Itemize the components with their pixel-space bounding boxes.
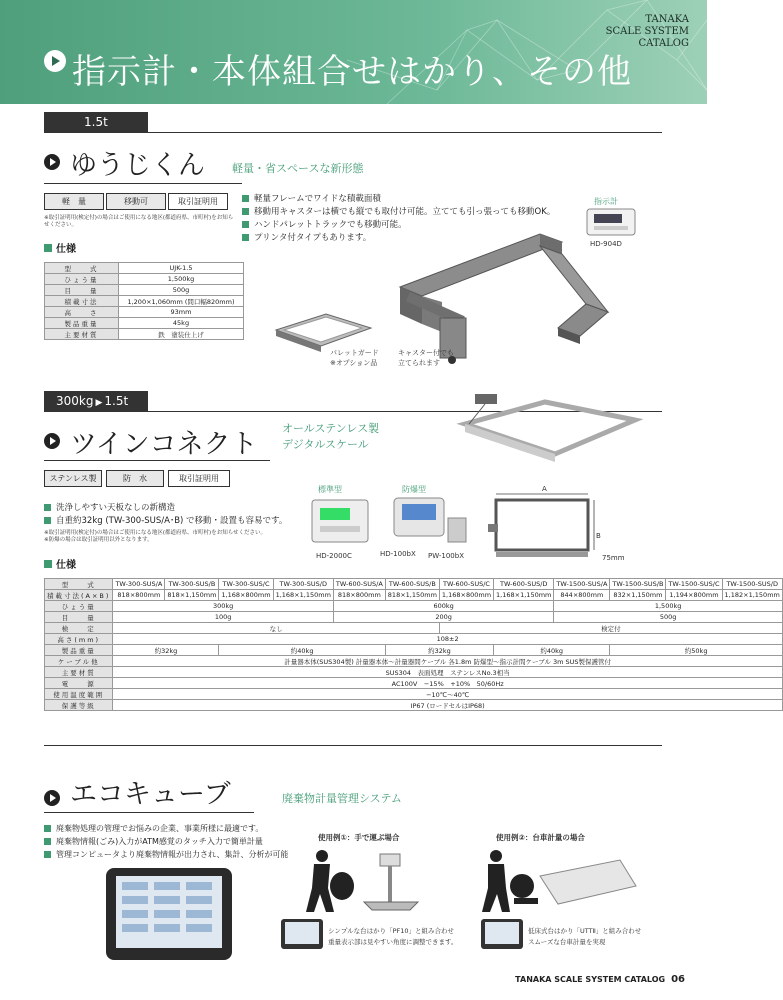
list-item: 管理コンピュータより廃棄物情報が出力され、集計、分析が可能 — [44, 848, 288, 861]
table-cell: 積載寸法(A×B) — [45, 590, 113, 601]
table-cell: 1,168×1,150mm — [273, 590, 333, 601]
section-divider — [44, 183, 242, 184]
section-divider — [44, 132, 662, 133]
table-cell: TW-1500-SUS/D — [722, 579, 782, 590]
dimension-height: 75mm — [602, 554, 625, 562]
product-subtitle-1: オールステンレス製 — [282, 422, 380, 435]
table-cell: TW-1500-SUS/B — [610, 579, 666, 590]
model-pw100bx: PW-100bX — [428, 552, 464, 560]
terminal-thumb-icon — [280, 918, 324, 950]
table-cell: 818×800mm — [333, 590, 385, 601]
section-divider — [44, 812, 254, 813]
model-hd100bx: HD-100bX — [380, 550, 416, 558]
spec-heading: 仕様 — [44, 240, 76, 255]
list-item: 廃棄物処理の管理でお悩みの企業、事業所様に最適です。 — [44, 822, 288, 835]
hand-carry-example-image — [300, 846, 440, 916]
table-row — [45, 263, 244, 274]
table-cell: IP67 (ロードセルはIP68) — [113, 700, 782, 711]
product-subtitle: 廃棄物計量管理システム — [282, 792, 402, 805]
table-cell: 1,200×1,060mm (間口幅820mm) — [119, 296, 244, 307]
table-cell: 約32kg — [385, 645, 493, 656]
brand-line-2: SCALE SYSTEM — [605, 26, 689, 37]
cart-weighing-example-image — [480, 846, 640, 916]
section-divider — [44, 745, 662, 746]
product-subtitle: 軽量・省スペースな新形態 — [232, 162, 364, 175]
brand-block — [606, 14, 689, 50]
table-cell: 約50kg — [610, 645, 782, 656]
table-cell: ケーブル他 — [45, 656, 113, 667]
bullet-play-icon — [44, 154, 60, 170]
example-2-description: 低床式台はかり「UTTⅡ」と組み合わせ スムーズな台車計量を実現 — [528, 927, 642, 946]
table-cell: TW-300-SUS/C — [219, 579, 273, 590]
table-row — [45, 700, 783, 711]
table-row — [45, 329, 244, 340]
feature-list — [44, 822, 288, 861]
table-row — [45, 645, 783, 656]
spec-table-twin-connect — [44, 578, 783, 711]
table-cell: なし — [113, 623, 439, 634]
table-row — [45, 634, 783, 645]
section-divider — [44, 460, 270, 461]
table-cell: 100g — [113, 612, 333, 623]
table-cell: 1,500kg — [119, 274, 244, 285]
page-number: 06 — [671, 974, 685, 985]
table-cell: UJK-1.5 — [119, 263, 244, 274]
spec-table-yuujikun — [44, 262, 244, 340]
play-icon — [44, 50, 66, 72]
list-item: 洗浄しやすい天板なしの新構造 — [44, 502, 287, 515]
tag-certified: 取引証明用 — [168, 470, 230, 487]
stainless-scale-image — [455, 392, 645, 472]
table-cell: 832×1,150mm — [610, 590, 666, 601]
product-title-yuujikun: ゆうじくん — [70, 150, 205, 181]
table-cell: 818×800mm — [113, 590, 165, 601]
table-row — [45, 274, 244, 285]
tag-waterproof: 防 水 — [106, 470, 164, 487]
table-cell: 高さ(mm) — [45, 634, 113, 645]
table-cell: 1,182×1,150mm — [722, 590, 782, 601]
table-cell: 1,168×1,150mm — [494, 590, 554, 601]
page-header — [0, 0, 707, 104]
model-hd2000c: HD-2000C — [316, 552, 352, 560]
table-row — [45, 667, 783, 678]
table-cell: 200g — [333, 612, 553, 623]
touch-terminal-image — [104, 866, 234, 962]
table-cell: 検定付 — [439, 623, 782, 634]
footer-catalog: TANAKA SCALE SYSTEM CATALOG — [515, 975, 666, 984]
list-item: プリンタ付タイプもあります。 — [242, 232, 555, 245]
table-cell: TW-600-SUS/B — [385, 579, 439, 590]
table-cell: 計量器本体(SUS304製) 計量器本体〜計量器間ケーブル 各1.8m 防爆型〜指示計間ケーブル 3m SUS製保護管付 — [113, 656, 782, 667]
explosion-proof-label: 防爆型 — [402, 485, 426, 494]
table-cell: 300kg — [113, 601, 333, 612]
table-cell: 目 量 — [45, 612, 113, 623]
table-cell: AC100V −15% +10% 50/60Hz — [113, 678, 782, 689]
list-item: 廃棄物情報(ごみ)入力がATM感覚のタッチ入力で簡単計量 — [44, 835, 288, 848]
indicator-label: 指示計 — [594, 197, 618, 206]
note-1: ※取引証明用(検定付)の場合はご使用になる地区(都道府県、市町村)をお知らせください。 — [44, 530, 267, 536]
table-cell: 型 式 — [45, 263, 119, 274]
table-cell: 1,168×800mm — [219, 590, 273, 601]
tag-certified: 取引証明用 — [168, 193, 228, 210]
table-row — [45, 689, 783, 700]
table-cell: SUS304 表面処理 ステンレスNo.3相当 — [113, 667, 782, 678]
table-cell: 検 定 — [45, 623, 113, 634]
table-row — [45, 678, 783, 689]
product-title-twin-connect: ツインコネクト — [70, 429, 258, 460]
table-cell: 製品重量 — [45, 318, 119, 329]
table-cell: 844×800mm — [554, 590, 610, 601]
table-cell: 製品重量 — [45, 645, 113, 656]
table-row — [45, 318, 244, 329]
table-cell: 保護等級 — [45, 700, 113, 711]
bullet-play-icon — [44, 790, 60, 806]
dimension-b: B — [596, 532, 601, 540]
table-cell: 1,194×800mm — [666, 590, 722, 601]
table-cell: 1,500kg — [554, 601, 782, 612]
table-row — [45, 590, 783, 601]
indicator-model: HD-904D — [590, 240, 622, 248]
table-cell: TW-1500-SUS/A — [554, 579, 610, 590]
dimension-a: A — [542, 485, 547, 493]
brand-line-3: CATALOG — [638, 38, 689, 49]
example-1-description: シンプルな台はかり「PF10」と組み合わせ 重量表示部は見やすい角度に調整できます。 — [328, 927, 458, 946]
capacity-badge: 1.5t — [44, 112, 148, 132]
table-cell: 主要材質 — [45, 329, 119, 340]
table-row — [45, 656, 783, 667]
table-row — [45, 296, 244, 307]
table-cell: 使用温度範囲 — [45, 689, 113, 700]
table-row — [45, 601, 783, 612]
table-cell: TW-300-SUS/D — [273, 579, 333, 590]
caption-pallet-guard: パレットガード ※オプション品 — [330, 349, 379, 367]
table-cell: TW-600-SUS/A — [333, 579, 385, 590]
table-cell: 高 さ — [45, 307, 119, 318]
note: ※取引証明用(検定付)の場合はご使用になる地区(都道府県、市町村)をお知らせください。 — [44, 215, 234, 228]
table-row — [45, 612, 783, 623]
table-cell: 鉄 塗装仕上げ — [119, 329, 244, 340]
terminal-thumb-icon — [480, 918, 524, 950]
table-cell: ひょう量 — [45, 601, 113, 612]
example-2-label: 使用例②：台車計量の場合 — [496, 833, 585, 842]
table-cell: 500g — [554, 612, 782, 623]
table-cell: TW-1500-SUS/C — [666, 579, 722, 590]
spec-heading: 仕様 — [44, 556, 76, 571]
capacity-badge: 300kg ▶ 1.5t — [44, 391, 148, 411]
tag-light: 軽 量 — [44, 193, 104, 210]
example-1-label: 使用例①：手で運ぶ場合 — [318, 833, 400, 842]
note-2: ※防爆の場合は取引証明用以外となります。 — [44, 537, 153, 543]
bullet-play-icon — [44, 433, 60, 449]
table-cell: 108±2 — [113, 634, 782, 645]
list-item: 移動用キャスターは横でも縦でも取付け可能。立てても引っ張っても移動OK。 — [242, 206, 555, 219]
table-cell: TW-300-SUS/A — [113, 579, 165, 590]
hd2000c-image — [310, 498, 370, 544]
table-cell: 約40kg — [494, 645, 610, 656]
list-item: ハンドパレットトラックでも移動可能。 — [242, 219, 555, 232]
table-cell: 45kg — [119, 318, 244, 329]
table-cell: 約32kg — [113, 645, 219, 656]
product-subtitle-2: デジタルスケール — [282, 438, 369, 451]
table-cell: 積載寸法 — [45, 296, 119, 307]
tag-movable: 移動可 — [106, 193, 166, 210]
page-footer — [515, 974, 685, 985]
page-title: 指示計・本体組合せはかり、その他 — [72, 52, 632, 92]
table-cell: −10℃〜40℃ — [113, 689, 782, 700]
table-cell: 1,168×800mm — [439, 590, 493, 601]
table-row — [45, 307, 244, 318]
tag-stainless: ステンレス製 — [44, 470, 102, 487]
product-title-eco-cube: エコキューブ — [70, 779, 231, 810]
table-cell: 型 式 — [45, 579, 113, 590]
table-cell: 目 量 — [45, 285, 119, 296]
table-cell: 600kg — [333, 601, 553, 612]
table-cell: 818×1,150mm — [165, 590, 219, 601]
table-row — [45, 285, 244, 296]
brand-line-1: TANAKA — [645, 14, 689, 25]
u-frame-scale-image — [380, 232, 620, 367]
table-cell: 500g — [119, 285, 244, 296]
table-cell: TW-600-SUS/C — [439, 579, 493, 590]
table-cell: 主要材質 — [45, 667, 113, 678]
table-cell: ひょう量 — [45, 274, 119, 285]
table-cell: TW-600-SUS/D — [494, 579, 554, 590]
table-cell: 約40kg — [219, 645, 385, 656]
table-cell: TW-300-SUS/B — [165, 579, 219, 590]
feature-list — [44, 502, 287, 528]
table-row — [45, 579, 783, 590]
hd100bx-image — [390, 494, 470, 548]
caption-caster: キャスター付でも 立てられます — [398, 349, 454, 367]
standard-type-label: 標準型 — [318, 485, 342, 494]
table-cell: 818×1,150mm — [385, 590, 439, 601]
list-item: 軽量フレームでワイドな積載面積 — [242, 193, 555, 206]
list-item: 自重約32kg (TW-300-SUS/A･B) で移動・設置も容易です。 — [44, 515, 287, 528]
table-cell: 電 源 — [45, 678, 113, 689]
table-row — [45, 623, 783, 634]
table-cell: 93mm — [119, 307, 244, 318]
